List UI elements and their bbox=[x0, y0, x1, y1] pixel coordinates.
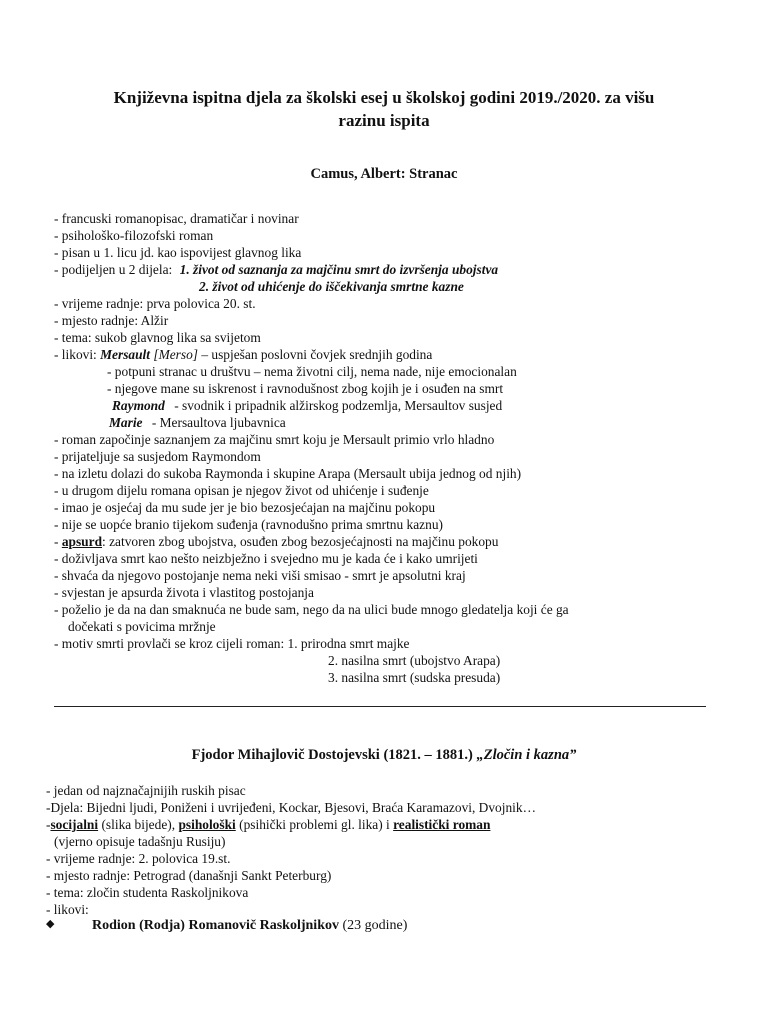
character-mersault-desc: – uspješan poslovni čovjek srednjih godina bbox=[201, 347, 433, 362]
absurd-term: apsurd bbox=[61, 534, 103, 549]
dostojevski-genre-line bbox=[46, 816, 490, 833]
camus-line: - motiv smrti provlači se kroz cijeli roman: 1. prirodna smrt majke bbox=[54, 636, 410, 651]
camus-raymond-line bbox=[112, 397, 502, 414]
genre-psychological-desc: (psihički problemi gl. lika) i bbox=[239, 817, 390, 832]
camus-line: - vrijeme radnje: prva polovica 20. st. bbox=[54, 296, 256, 311]
title-line-2: razinu ispita bbox=[338, 111, 430, 130]
dash: - bbox=[54, 534, 59, 549]
camus-part-1: 1. život od saznanja za majčinu smrt do izvršenja ubojstva bbox=[179, 262, 499, 277]
characters-label: - likovi: bbox=[54, 347, 97, 362]
absurd-desc: : zatvoren zbog ubojstva, osuđen zbog bezosjećajnosti na majčinu pokopu bbox=[102, 534, 499, 549]
character-raymond-desc: - svodnik i pripadnik alžirskog podzemlja, Mersaultov susjed bbox=[174, 398, 503, 413]
camus-line: - imao je osjećaj da mu sude jer je bio bezosjećajan na majčinu pokopu bbox=[54, 500, 436, 515]
character-raymond: Raymond bbox=[112, 398, 165, 413]
dostojevski-line: (vjerno opisuje tadašnju Rusiju) bbox=[54, 834, 226, 849]
camus-line: - nije se uopće branio tijekom suđenja (ravnodušno prima smrtnu kaznu) bbox=[54, 517, 443, 532]
character-mersault: Mersault bbox=[100, 347, 150, 362]
dostojevski-line: - likovi: bbox=[46, 902, 89, 917]
camus-line: - svjestan je apsurda života i vlastitog postojanja bbox=[54, 585, 314, 600]
dostojevski-author: Fjodor Mihajlovič Dostojevski (1821. – 1881.) bbox=[191, 747, 473, 763]
genre-psychological: psihološki bbox=[178, 817, 236, 832]
camus-line: - tema: sukob glavnog lika sa svijetom bbox=[54, 330, 261, 345]
dostojevski-line: -Djela: Bijedni ljudi, Poniženi i uvrijeđeni, Kockar, Bjesovi, Braća Karamazovi, Dvojnik… bbox=[46, 800, 536, 815]
dash: - bbox=[46, 817, 51, 832]
camus-line: 3. nasilna smrt (sudska presuda) bbox=[328, 670, 501, 685]
camus-part-2: 2. život od uhićenje do iščekivanja smrtne kazne bbox=[199, 279, 464, 294]
camus-line: 2. nasilna smrt (ubojstvo Arapa) bbox=[328, 653, 501, 668]
dostojevski-line: - vrijeme radnje: 2. polovica 19.st. bbox=[46, 851, 231, 866]
dostojevski-character-line bbox=[92, 917, 407, 934]
camus-parts-label: - podijeljen u 2 dijela: bbox=[54, 262, 173, 277]
title-line-1: Književna ispitna djela za školski esej u školskoj godini 2019./2020. za višu bbox=[113, 88, 655, 107]
section-divider bbox=[54, 706, 706, 707]
dostojevski-work: „Zločin i kazna” bbox=[476, 747, 577, 763]
camus-line: - psihološko-filozofski roman bbox=[54, 228, 214, 243]
camus-line: - francuski romanopisac, dramatičar i novinar bbox=[54, 211, 299, 226]
camus-line: dočekati s povicima mržnje bbox=[68, 619, 216, 634]
camus-line: - mjesto radnje: Alžir bbox=[54, 313, 169, 328]
camus-line: - u drugom dijelu romana opisan je njegov život od uhićenje i suđenje bbox=[54, 483, 429, 498]
dostojevski-line: - jedan od najznačajnijih ruskih pisac bbox=[46, 783, 246, 798]
camus-line: - prijateljuje sa susjedom Raymondom bbox=[54, 449, 261, 464]
character-marie: Marie bbox=[109, 415, 143, 430]
camus-line: - pisan u 1. licu jd. kao ispovijest glavnog lika bbox=[54, 245, 302, 260]
camus-line: - poželio je da na dan smaknuća ne bude sam, nego da na ulici bude mnogo gledatelja koji će ga bbox=[54, 602, 569, 617]
diamond-bullet-icon: ◆ bbox=[46, 918, 55, 930]
dostojevski-heading bbox=[0, 747, 768, 764]
camus-line: - shvaća da njegovo postojanje nema neki viši smisao - smrt je apsolutni kraj bbox=[54, 568, 466, 583]
genre-realist: realistički roman bbox=[393, 817, 491, 832]
genre-social: socijalni bbox=[50, 817, 99, 832]
character-mersault-pronunciation: [Merso] bbox=[153, 347, 198, 362]
camus-line: - njegove mane su iskrenost i ravnodušnost zbog kojih je i osuđen na smrt bbox=[107, 381, 504, 396]
camus-line: - doživljava smrt kao nešto neizbježno i svejedno mu je kada će i kako umrijeti bbox=[54, 551, 478, 566]
camus-absurd-line bbox=[54, 533, 498, 550]
genre-social-desc: (slika bijede), bbox=[101, 817, 176, 832]
character-raskoljnikov-age: (23 godine) bbox=[342, 918, 408, 933]
camus-line: - potpuni stranac u društvu – nema životni cilj, nema nade, nije emocionalan bbox=[107, 364, 517, 379]
camus-marie-line bbox=[109, 414, 286, 431]
character-marie-desc: - Mersaultova ljubavnica bbox=[151, 415, 286, 430]
camus-line bbox=[54, 261, 498, 278]
camus-line: - na izletu dolazi do sukoba Raymonda i skupine Arapa (Mersault ubija jednog od njih) bbox=[54, 466, 522, 481]
camus-characters-line bbox=[54, 346, 432, 363]
dostojevski-line: - mjesto radnje: Petrograd (današnji Sankt Peterburg) bbox=[46, 868, 332, 883]
camus-heading: Camus, Albert: Stranac bbox=[310, 166, 458, 182]
dostojevski-line: - tema: zločin studenta Raskoljnikova bbox=[46, 885, 249, 900]
document-title bbox=[60, 86, 708, 132]
character-raskoljnikov: Rodion (Rodja) Romanovič Raskoljnikov bbox=[92, 918, 339, 933]
camus-line: - roman započinje saznanjem za majčinu smrt koju je Mersault primio vrlo hladno bbox=[54, 432, 495, 447]
